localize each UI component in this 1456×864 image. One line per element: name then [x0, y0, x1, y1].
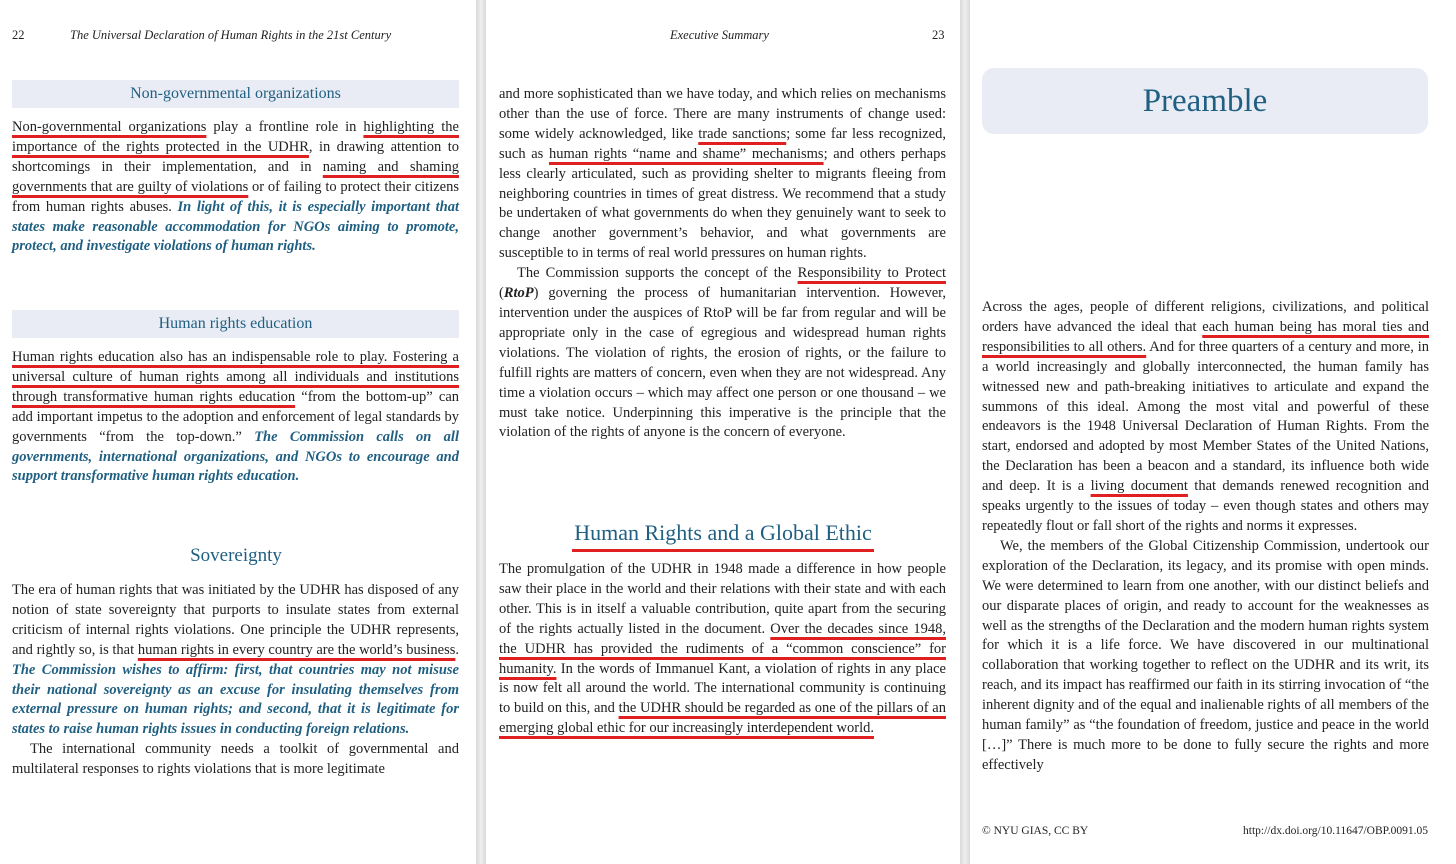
text: ( — [499, 285, 504, 302]
text: , in drawing attention to shortcomings in their implementation, and in — [12, 138, 459, 175]
page-number: 22 — [12, 28, 25, 42]
paragraph: We, the members of the Global Citizenship Commission, undertook our exploration of the Declaration, its legacy, and its promise with open minds. We were determined to learn from one another, with our distinct beliefs and our disparate places of origin, and ready to account for the weaknesses as well as the strengths of the Declaration and the modern human rights system for which it is a life force. We have discovered in our multinational collaboration that working together to reflect on the UDHR and its writ, its reach, and its impact has reaffirmed our faith in its stirring invocation of “the inherent dignity and of the equal and inalienable rights of all members of the human family” as “the foundation of freedom, justice and peace in the world […]” There is much more to be done to fully secure the rights and more effectively — [982, 537, 1429, 773]
running-head: Executive Summary — [670, 28, 769, 42]
page-gutter — [476, 0, 486, 864]
text: Across the ages, people of different religions, civilizations, and political orders have advanced the ideal that — [982, 299, 1429, 335]
text: The promulgation of the UDHR in 1948 made a difference in how people saw their place in the world and their relations with their state and with each other. This is in itself a valuable contribution, quite apart from the securing of the rights actually listed in the document. — [499, 561, 946, 637]
page-number: 23 — [932, 28, 945, 42]
sovereignty-paragraph — [12, 581, 459, 780]
preamble-page — [970, 0, 1456, 864]
education-paragraph — [12, 348, 459, 487]
text: The Commission supports the concept of the — [517, 265, 798, 282]
highlight: highlighting the importance of the rights protected in the UDHR — [12, 119, 459, 155]
emphasis-text: The Commission calls on all governments, international organizations, and NGOs to encourage and support transformative human rights education. — [12, 428, 459, 485]
text: play a frontline role in — [206, 119, 364, 135]
text: The era of human rights that was initiated by the UDHR has disposed of any notion of state sovereignty that purports to insulate states from external criticism of internal rights violations. One principle the UDHR represents, and rightly so, is that — [12, 582, 459, 658]
emphasis-text: In light of this, it is especially important that states make reasonable accommodation for NGOs aiming to promote, protect, and investigate violations of human rights. — [12, 198, 459, 255]
section-heading-education: Human rights education — [12, 310, 459, 338]
copyright-footer: © NYU GIAS, CC BY — [982, 825, 1089, 837]
highlight: living document — [1090, 478, 1188, 495]
text: . — [455, 641, 459, 658]
heading-text: Human Rights and a Global Ethic — [572, 520, 874, 552]
text: ) governing the process of humanitarian intervention. However, intervention under the auspices of RtoP will be far from regular and will be appropriate only in the case of egregious and widespread human rights violations. The violation of rights, the erosion of rights, or the failure to fulfill rights are matters of concern, even when they are not widespread. Any time a violation occurs – which may affect one person or one thousand – we must take notice. Underpinning this imperative is the principle that the violation of the rights of anyone is the concern of everyone. — [499, 285, 946, 441]
highlight: Over the decades since 1948, the UDHR has provided the rudiments of a “common conscience” for humanity. — [499, 620, 946, 677]
body-text — [499, 85, 946, 443]
highlight: Non-governmental organizations — [12, 119, 207, 135]
page-22 — [0, 0, 476, 864]
highlight: each human being has moral ties and responsibilities to all others. — [982, 318, 1429, 355]
highlight: Responsibility to Protect — [797, 265, 946, 282]
highlight: the UDHR should be regarded as one of the pillars of an emerging global ethic for our increasingly interdependent world. — [499, 700, 946, 737]
preamble-title: Preamble — [982, 68, 1428, 134]
page-gutter — [960, 0, 970, 864]
text: And for three quarters of a century and more, in a world increasingly and globally interconnected, the human family has witnessed new and path-breaking initiatives to articulate and expand the summons of this ideal. Among the most vital and powerful of these endeavors is the 1948 Universal Declaration of Human Rights. From the start, endorsed and adopted by most Member States of the United Nations, the Declaration has been a beacon and a standard, its influence both wide and deep. It is a — [982, 338, 1429, 495]
acronym: RtoP — [503, 285, 534, 302]
running-head: The Universal Declaration of Human Rights in the 21st Century — [70, 28, 392, 42]
text: “from the bottom-up” can add important impetus to the adoption and enforcement of legal standards by governments “from the top-down.” — [12, 388, 460, 445]
highlight: human rights “name and shame” mechanisms — [548, 145, 824, 162]
global-ethic-paragraph — [499, 560, 946, 739]
highlight: human rights in every country are the world’s business — [137, 641, 456, 658]
emphasis-text: The Commission wishes to affirm: first, that countries may not misuse their national sovereignty as an excuse for insulating themselves from external pressure on human rights; and second, that it is legitimate for states to raise human rights issues in conducting foreign relations. — [12, 661, 459, 738]
paragraph: The international community needs a toolkit of governmental and multilateral responses to rights violations that is more legitimate — [12, 741, 459, 778]
section-heading-global-ethic — [499, 520, 947, 546]
preamble-text — [982, 298, 1429, 776]
text: ; and others perhaps less clearly articulated, such as providing shelter to migrants fleeing from neighboring countries in times of great distress. We recommend that a study be undertaken of what governments do when they genuinely want to seek to change another government’s behavior, and what governments are susceptible to in terms of real world pressures on human rights. — [499, 145, 946, 262]
highlight: Human rights education also has an indispensable role to play. Fostering a universal culture of human rights among all individuals and institutions through transformative human rights education — [12, 349, 459, 405]
text: In the words of Immanuel Kant, a violation of rights in any place is now felt all around the world. The international community is continuing to build on this, and — [499, 660, 946, 717]
text: that demands renewed recognition and speaks urgently to the issues of today – even though states and others may repeatedly flout or fall short of the rights and norms it expresses. — [982, 478, 1430, 534]
text: ; some far less recognized, such as — [499, 125, 946, 162]
ngo-paragraph — [12, 118, 459, 257]
section-heading-ngo: Non-governmental organizations — [12, 80, 459, 108]
text: and more sophisticated than we have today, and which relies on mechanisms other than the use of force. There are many instruments of change used: some widely acknowledged, like — [499, 86, 946, 142]
section-heading-sovereignty: Sovereignty — [190, 545, 282, 566]
page-23 — [486, 0, 960, 864]
highlight: trade sanctions — [698, 125, 787, 142]
text: or of failing to protect their citizens from human rights abuses. — [12, 178, 459, 215]
highlight: naming and shaming governments that are guilty of violations — [12, 158, 459, 195]
doi-link[interactable]: http://dx.doi.org/10.11647/OBP.0091.05 — [1243, 825, 1428, 837]
